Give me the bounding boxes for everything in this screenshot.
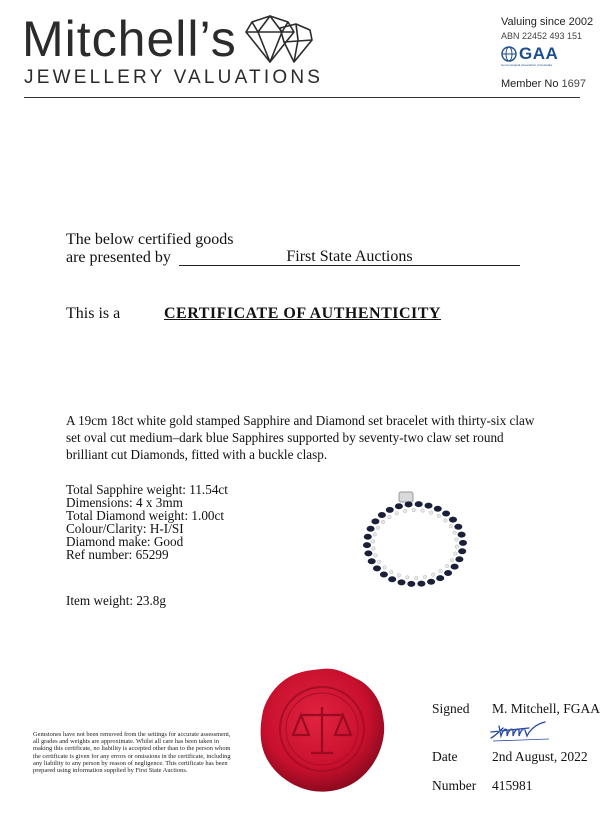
globe-icon: [501, 46, 517, 62]
sapphire-stone: [459, 540, 467, 546]
presented-by-label: are presented by: [66, 249, 171, 266]
sapphire-stone: [417, 581, 425, 587]
spec-sapphire-weight: Total Sapphire weight: 11.54ct: [66, 482, 228, 497]
diamond-stone: [437, 514, 441, 518]
gaa-subtext: Gemmological Association of Australia: [501, 63, 552, 67]
sapphire-stone: [458, 532, 466, 538]
diamond-stone: [429, 511, 433, 515]
spec-diamond-weight: Total Diamond weight: 1.00ct: [66, 508, 225, 523]
member-number-value: 1697: [561, 78, 587, 90]
diamond-stone: [376, 526, 380, 530]
sapphire-stone: [368, 558, 376, 564]
date-label: Date: [432, 749, 458, 764]
spec-diamond-make: Diamond make: Good: [66, 534, 184, 549]
sapphire-stone: [364, 534, 372, 540]
sapphire-stone: [386, 507, 394, 513]
diamond-stone: [439, 569, 443, 573]
spec-ref-number: Ref number: 65299: [66, 547, 169, 562]
presented-to-name: First State Auctions: [179, 247, 520, 266]
bracelet-photo: [355, 486, 475, 591]
diamond-stone: [395, 512, 399, 516]
sapphire-stone: [427, 579, 435, 585]
brand-subtitle: JEWELLERY VALUATIONS: [24, 67, 324, 88]
diamond-stone: [445, 564, 449, 568]
sapphire-stone: [436, 575, 444, 581]
sapphire-stone: [395, 503, 403, 509]
diamond-stone: [431, 573, 435, 577]
diamond-stone: [444, 519, 448, 523]
bracelet-clasp: [399, 492, 413, 502]
handwritten-signature: [489, 720, 559, 742]
certificate-title: CERTIFICATE OF AUTHENTICITY: [164, 305, 441, 322]
number-label: Number: [432, 778, 477, 793]
sapphire-stone: [373, 565, 381, 571]
diamond-stone: [372, 547, 376, 551]
diamond-stone: [423, 575, 427, 579]
diamond-stone: [455, 538, 459, 542]
sapphire-stone: [434, 506, 442, 512]
certificate-number: 415981: [492, 778, 533, 793]
sapphire-stone: [442, 511, 450, 517]
signed-label: Signed: [432, 701, 470, 716]
brand-name: Mitchell’s: [22, 11, 237, 67]
diamond-stone: [455, 545, 459, 549]
sapphire-stone: [378, 512, 386, 518]
diamond-stone: [406, 576, 410, 580]
member-number: [501, 78, 586, 90]
certificate-prefix: This is a: [66, 305, 121, 322]
wax-seal-image: [257, 665, 387, 795]
sapphire-stone: [415, 501, 423, 507]
diamond-icon: [244, 12, 314, 66]
diamond-stone: [390, 570, 394, 574]
diamond-stone: [397, 574, 401, 578]
sapphire-stone: [380, 572, 388, 578]
gaa-logo-text: GAA: [519, 44, 559, 63]
sapphire-stone: [449, 517, 457, 523]
sapphire-stone: [425, 503, 433, 509]
sapphire-stone: [367, 526, 375, 532]
valuing-since: Valuing since 2002: [501, 16, 594, 28]
diamond-stone: [377, 560, 381, 564]
sapphire-stone: [363, 542, 371, 548]
sapphire-stone: [407, 581, 415, 587]
signer-name: M. Mitchell, FGAA: [492, 701, 600, 716]
diamond-stone: [381, 520, 385, 524]
sapphire-stone: [371, 518, 379, 524]
sapphire-stone: [364, 550, 372, 556]
diamond-stone: [414, 576, 418, 580]
sapphire-stone: [455, 556, 463, 562]
sapphire-stone: [444, 570, 452, 576]
disclaimer-text: Gemstones have not been removed from the settings for accurate assessment, all grades and weights are approximate. Whilst all care has been taken in making this certificate, no liability is accepted other than to the person whom the certificate is given for any errors or omissions in the certificate, including any liability to any person by reason of negligence. This certificate has been prepared using information supplied by First State Auctions.: [33, 731, 231, 775]
member-label: Member No: [501, 78, 559, 90]
sapphire-stone: [398, 579, 406, 585]
diamond-stone: [450, 558, 454, 562]
diamond-stone: [373, 533, 377, 537]
sapphire-stone: [454, 524, 462, 530]
diamond-stone: [449, 524, 453, 528]
sapphire-stone: [388, 576, 396, 582]
diamond-stone: [412, 508, 416, 512]
diamond-stone: [421, 509, 425, 513]
sapphire-stone: [451, 564, 459, 570]
certified-goods-line: The below certified goods: [66, 231, 234, 248]
spec-dimensions: Dimensions: 4 x 3mm: [66, 495, 183, 510]
abn-number: ABN 22452 493 151: [501, 31, 583, 41]
header-divider: [24, 97, 580, 98]
diamond-stone: [403, 509, 407, 513]
diamond-stone: [374, 554, 378, 558]
diamond-stone: [453, 531, 457, 535]
item-description: A 19cm 18ct white gold stamped Sapphire and Diamond set bracelet with thirty-six claw set oval cut medium–dark blue Sapphires supported by seventy-two claw set round brilliant cut Diamonds, fitted with a buckle clasp.: [66, 413, 535, 462]
diamond-stone: [388, 515, 392, 519]
item-weight: Item weight: 23.8g: [66, 593, 166, 608]
date-value: 2nd August, 2022: [492, 749, 588, 764]
diamond-stone: [383, 566, 387, 570]
spec-colour-clarity: Colour/Clarity: H-I/SI: [66, 521, 184, 536]
sapphire-stone: [458, 548, 466, 554]
sapphire-stone: [405, 501, 413, 507]
diamond-stone: [454, 552, 458, 556]
diamond-stone: [371, 540, 375, 544]
